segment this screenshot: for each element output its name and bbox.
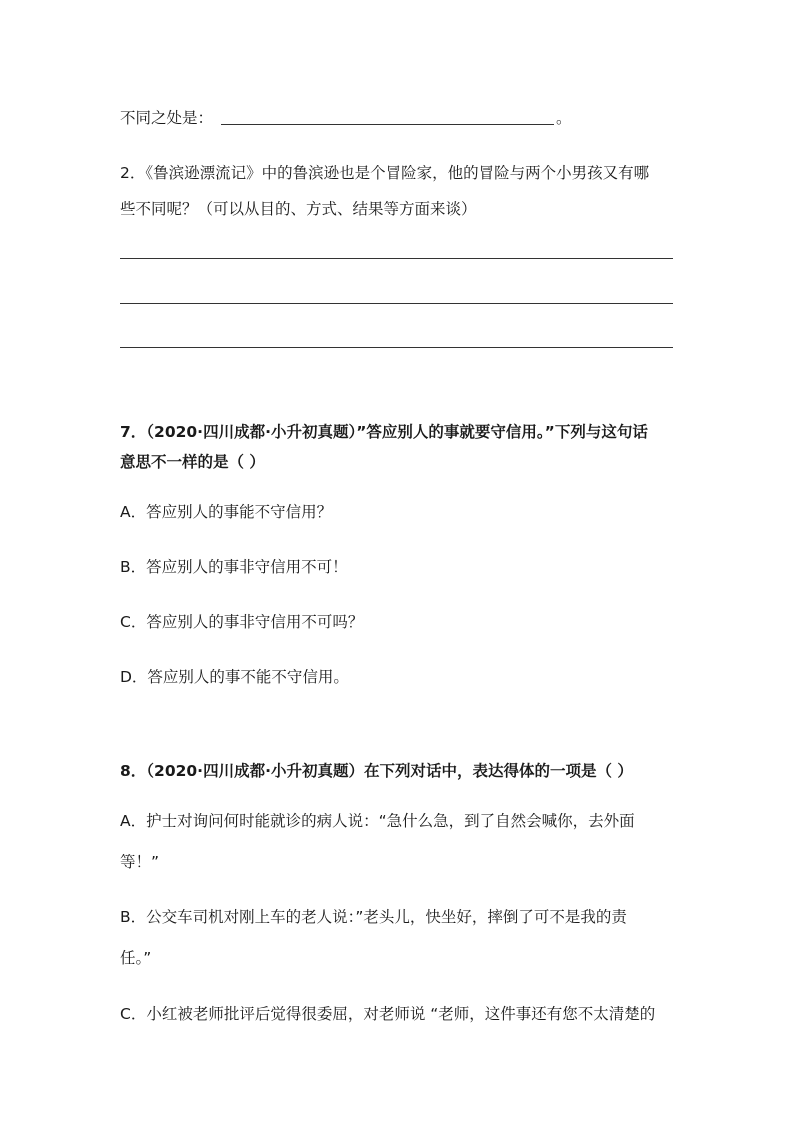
q2-answer-line-3[interactable] <box>120 347 673 348</box>
q2-answer-line-1[interactable] <box>120 258 673 259</box>
difference-line <box>120 108 572 128</box>
difference-label: 不同之处是： <box>120 109 214 127</box>
difference-end-mark: 。 <box>556 109 572 127</box>
q8-stem: 8．（2020·四川成都·小升初真题）在下列对话中，表达得体的一项是（ ） <box>120 762 633 780</box>
q7-option-b[interactable]: B．答应别人的事非守信用不可！ <box>120 558 348 576</box>
q7-option-c[interactable]: C．答应别人的事非守信用不可吗？ <box>120 613 364 631</box>
q8-option-b-line-2[interactable]: 任。” <box>120 949 152 967</box>
q2-stem-line-1: 2．《鲁滨逊漂流记》中的鲁滨逊也是个冒险家，他的冒险与两个小男孩又有哪 <box>120 164 650 182</box>
q8-option-c-line-1[interactable]: C．小红被老师批评后觉得很委屈，对老师说 “老师，这件事还有您不太清楚的 <box>120 1005 656 1023</box>
q7-stem-line-2: 意思不一样的是（ ） <box>120 453 265 471</box>
q2-stem-line-2: 些不同呢？（可以从目的、方式、结果等方面来谈） <box>120 200 477 218</box>
q8-option-a-line-2[interactable]: 等！” <box>120 853 160 871</box>
q7-option-d[interactable]: D．答应别人的事不能不守信用。 <box>120 668 349 686</box>
q2-answer-line-2[interactable] <box>120 303 673 304</box>
q8-option-b-line-1[interactable]: B．公交车司机对刚上车的老人说：”老头儿，快坐好，摔倒了可不是我的责 <box>120 908 627 926</box>
difference-answer-blank[interactable] <box>221 108 554 125</box>
q8-option-a-line-1[interactable]: A．护士对询问何时能就诊的病人说：“急什么急，到了自然会喊你，去外面 <box>120 812 635 830</box>
q7-option-a[interactable]: A．答应别人的事能不守信用？ <box>120 503 333 521</box>
q7-stem-line-1: 7．（2020·四川成都·小升初真题）”答应别人的事就要守信用。”下列与这句话 <box>120 423 648 441</box>
